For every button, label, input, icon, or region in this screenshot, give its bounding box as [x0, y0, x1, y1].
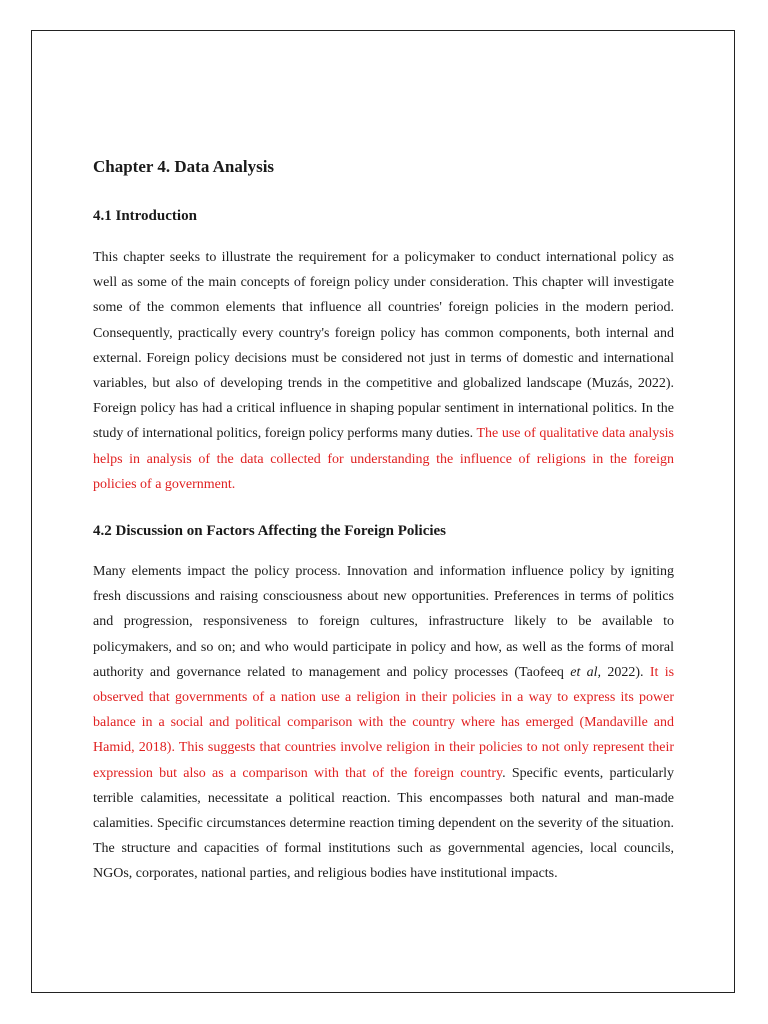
introduction-text: This chapter seeks to illustrate the requirement for a policymaker to conduct international policy as well as some of the main concepts of foreign policy under consideration. This chapter will investigate some of the common elements that influence all countries' foreign policies in the modern period. Consequently, practically every country's foreign policy has common components, both internal and external. Foreign policy decisions must be considered not just in terms of domestic and international variables, but also of developing trends in the competitive and globalized landscape (Muzás, 2022). Foreign policy has had a critical influence in shaping popular sentiment in international politics. In the study of international politics, foreign policy performs many duties.	[93, 250, 674, 442]
factors-highlighted-text: It is observed that governments of a nation use a religion in their policies in a way to express its power balance in a social and political comparison with the country where has emerged (Mandaville and Hamid, 2018). This suggests that countries involve religion in their policies to not only represent their expression but also as a comparison with that of the foreign country	[93, 664, 675, 781]
section-heading-introduction: 4.1 Introduction	[93, 208, 197, 224]
document-body	[93, 155, 674, 887]
citation-et-al: et al,	[570, 664, 602, 680]
factors-paragraph	[93, 559, 674, 887]
section-heading-factors: 4.2 Discussion on Factors Affecting the Foreign Policies	[93, 523, 447, 540]
factors-text-start: Many elements impact the policy process. Innovation and information influence policy by igniting fresh discussions and raising consciousness about new opportunities. Preferences in terms of politics and progression, responsiveness to foreign cultures, infrastructure likely to be available to policymakers, and so on; and who would participate in policy and how, as well as the forms of moral authority and governance related to management and policy processes (Taofeeq	[93, 564, 674, 680]
chapter-title: Chapter 4. Data Analysis	[93, 157, 275, 176]
factors-text-citation-year: 2022).	[607, 664, 644, 680]
factors-text-end: . Specific events, particularly terrible calamities, necessitate a political reaction. This encompasses both natural and man-made calamities. Specific circumstances determine reaction timing dependent on the severity of the situation. The structure and capacities of formal institutions such as governmental agencies, local councils, NGOs, corporates, national parties, and religious bodies have institutional impacts.	[93, 765, 674, 882]
introduction-highlighted-text: The use of qualitative data analysis helps in analysis of the data collected for understanding the influence of religions in the foreign policies of a government.	[93, 426, 674, 492]
introduction-paragraph	[93, 245, 674, 497]
